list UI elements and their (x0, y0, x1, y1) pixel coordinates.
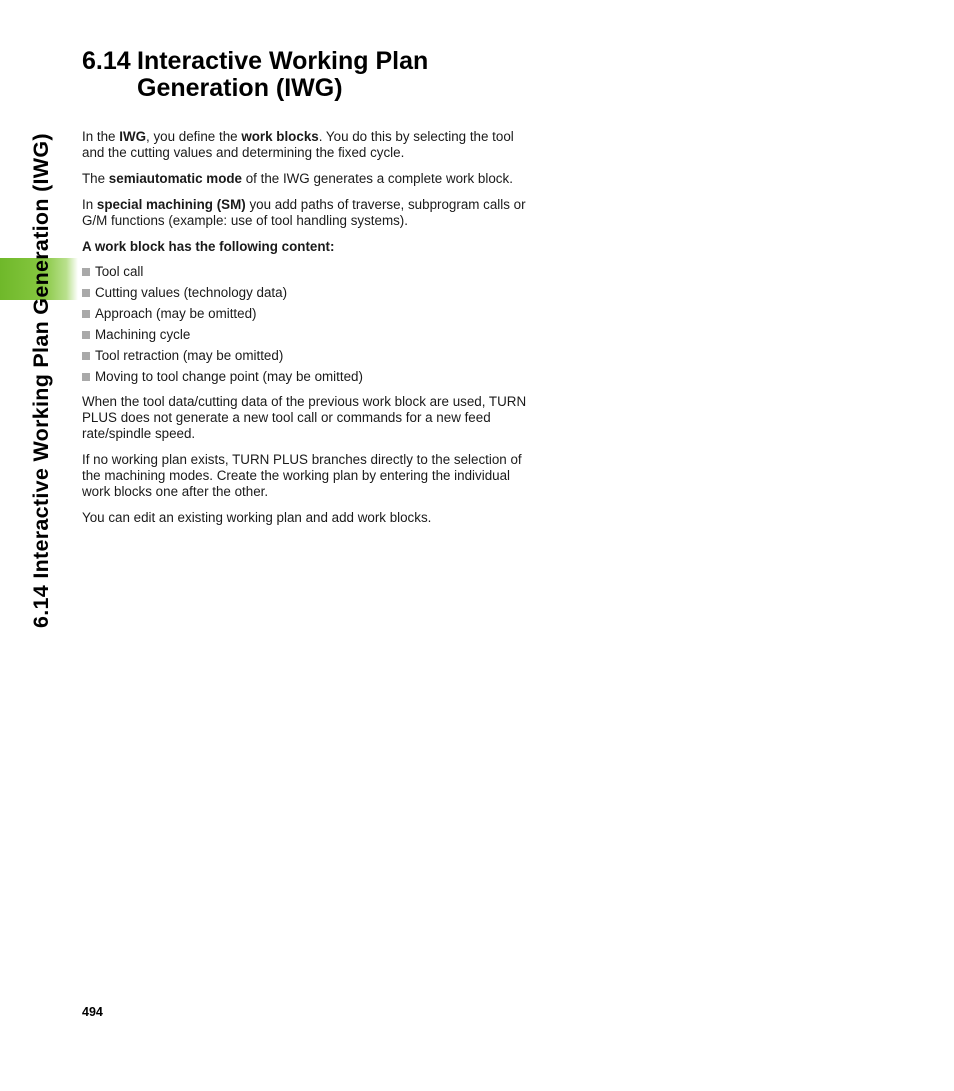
list-item (82, 264, 528, 280)
section-title-line2: Generation (IWG) (137, 74, 343, 102)
bold-term-iwg: IWG (119, 129, 147, 144)
paragraph-edit-working-plan: You can edit an existing working plan and add work blocks. (82, 510, 432, 525)
square-bullet-icon (82, 268, 90, 276)
work-block-content-list (82, 264, 528, 385)
bold-term-special-machining: special machining (SM) (96, 197, 246, 212)
list-item (82, 327, 528, 343)
text-run: you add paths of traverse, subprogram calls or G/M functions (example: use of tool handling systems). (82, 197, 526, 228)
list-item (82, 306, 528, 322)
list-item-text: Machining cycle (95, 327, 191, 342)
side-running-title: 6.14 Interactive Working Plan Generation (IWG) (29, 133, 53, 628)
text-run: of the IWG generates a complete work block. (242, 171, 513, 186)
paragraph-semiautomatic (82, 171, 528, 187)
section-title-line1: Interactive Working Plan (137, 47, 429, 75)
paragraph-iwg-intro (82, 129, 528, 161)
text-run: The (82, 171, 109, 186)
list-item-text: Cutting values (technology data) (95, 285, 288, 300)
list-item-text: Tool retraction (may be omitted) (95, 348, 284, 363)
paragraph-special-machining (82, 197, 528, 229)
text-run: In (82, 197, 97, 212)
section-number: 6.14 (82, 47, 131, 75)
square-bullet-icon (82, 352, 90, 360)
text-run: . You do this by selecting the tool and the cutting values and determining the fixed cycle. (82, 129, 514, 160)
body-content (82, 129, 528, 536)
list-item (82, 285, 528, 301)
paragraph-no-working-plan: If no working plan exists, TURN PLUS branches directly to the selection of the machining modes. Create the working plan by entering the individual work blocks one after the other. (82, 452, 522, 499)
bold-term-semiautomatic-mode: semiautomatic mode (108, 171, 242, 186)
list-item-text: Tool call (95, 264, 144, 279)
paragraph-previous-tool-data: When the tool data/cutting data of the previous work block are used, TURN PLUS does not generate a new tool call or commands for a new feed rate/spindle speed. (82, 394, 527, 441)
page-number: 494 (82, 1005, 103, 1019)
section-heading (82, 48, 428, 102)
square-bullet-icon (82, 373, 90, 381)
list-item (82, 369, 528, 385)
square-bullet-icon (82, 310, 90, 318)
text-run: , you define the (146, 129, 242, 144)
bold-term-work-blocks: work blocks (241, 129, 319, 144)
text-run: In the (82, 129, 120, 144)
subheading-work-block-content: A work block has the following content: (82, 239, 335, 254)
list-item (82, 348, 528, 364)
square-bullet-icon (82, 289, 90, 297)
list-item-text: Moving to tool change point (may be omitted) (95, 369, 363, 384)
square-bullet-icon (82, 331, 90, 339)
list-item-text: Approach (may be omitted) (95, 306, 257, 321)
